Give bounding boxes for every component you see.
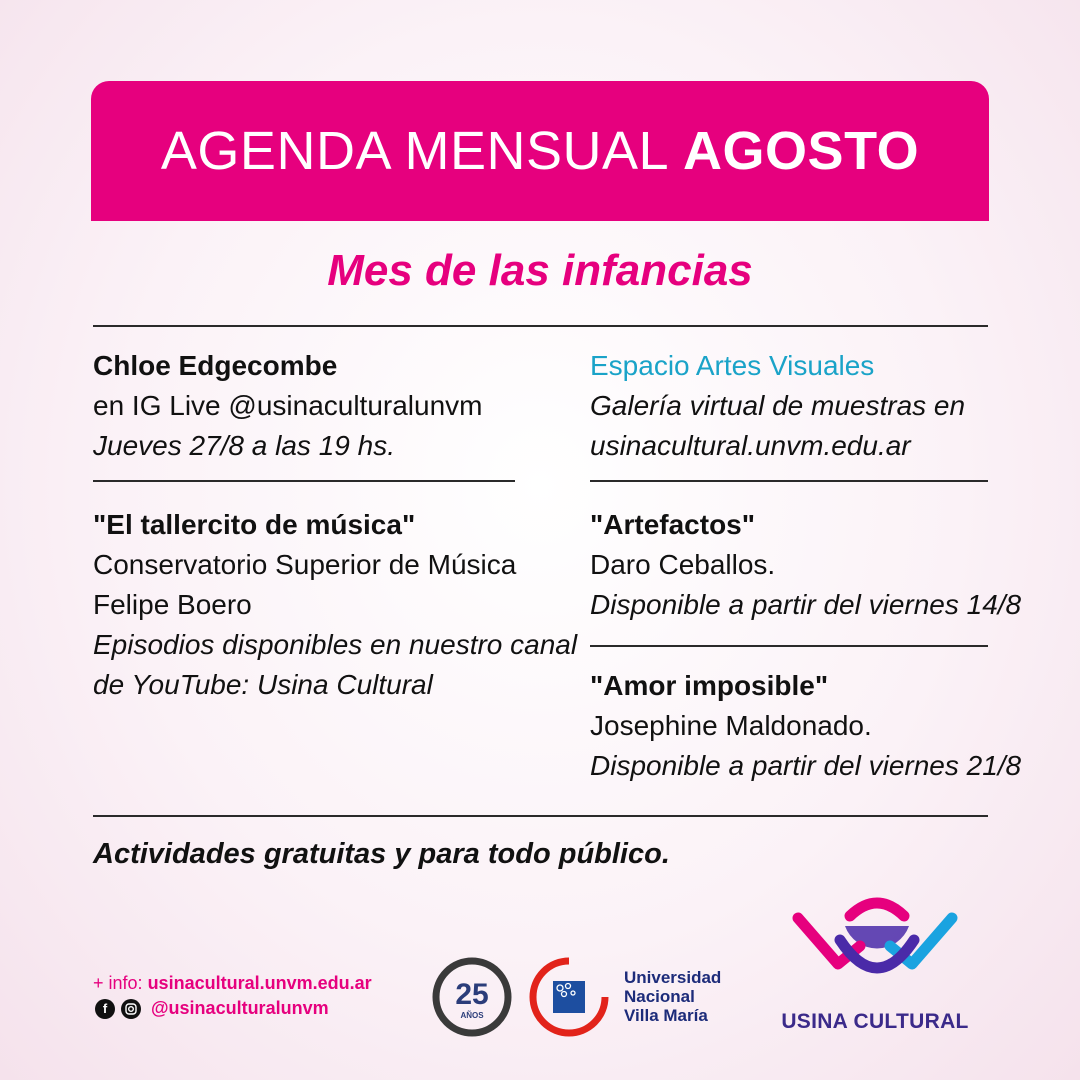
event-note: Episodios disponibles en nuestro canal (93, 629, 578, 660)
space-artes-visuales (590, 346, 965, 466)
university-line: Villa María (624, 1006, 708, 1025)
footer-info (93, 973, 372, 994)
university-logo-icon (527, 955, 611, 1044)
event-detail: Josephine Maldonado. (590, 710, 872, 741)
divider-right-1 (590, 480, 988, 482)
info-prefix: + info: (93, 973, 143, 993)
facebook-icon[interactable]: f (95, 999, 115, 1019)
event-detail: Daro Ceballos. (590, 549, 776, 580)
anniversary-logo (430, 955, 514, 1044)
social-links (95, 998, 329, 1019)
divider-left-1 (93, 480, 515, 482)
divider-top (93, 325, 988, 327)
university-line: Nacional (624, 987, 695, 1006)
space-title: Espacio Artes Visuales (590, 350, 875, 381)
event-note: de YouTube: Usina Cultural (93, 669, 433, 700)
usina-cultural-logo-icon (790, 888, 960, 1013)
page-subtitle: Mes de las infancias (327, 246, 753, 295)
title-light: AGENDA MENSUAL (160, 121, 670, 181)
event-title: Chloe Edgecombe (93, 350, 338, 381)
event-title: "El tallercito de música" (93, 509, 416, 540)
divider-bottom (93, 815, 988, 817)
event-date: Disponible a partir del viernes 14/8 (590, 589, 1022, 620)
brand-name: USINA CULTURAL (781, 1010, 969, 1033)
anniversary-label: AÑOS (460, 1011, 484, 1020)
university-name (624, 968, 721, 1025)
event-title: "Artefactos" (590, 509, 756, 540)
title-month: AGOSTO (683, 121, 920, 181)
info-link[interactable]: usinacultural.unvm.edu.ar (147, 973, 372, 993)
event-detail: Felipe Boero (93, 589, 252, 620)
event-artefactos (590, 505, 1021, 625)
divider-right-2 (590, 645, 988, 647)
closing-note: Actividades gratuitas y para todo público. (93, 838, 670, 870)
space-url: usinacultural.unvm.edu.ar (590, 430, 911, 461)
event-detail: Conservatorio Superior de Música (93, 549, 517, 580)
instagram-icon[interactable] (121, 999, 141, 1019)
event-tallercito (93, 505, 577, 705)
social-handle[interactable]: @usinaculturalunvm (151, 998, 329, 1018)
event-detail: en IG Live @usinaculturalunvm (93, 390, 483, 421)
header-banner (91, 81, 989, 221)
space-detail: Galería virtual de muestras en (590, 390, 966, 421)
event-date: Jueves 27/8 a las 19 hs. (93, 430, 395, 461)
event-amor-imposible (590, 666, 1021, 786)
event-title: "Amor imposible" (590, 670, 829, 701)
university-line: Universidad (624, 968, 722, 987)
event-chloe (93, 346, 483, 466)
anniversary-number: 25 (455, 978, 489, 1011)
event-date: Disponible a partir del viernes 21/8 (590, 750, 1022, 781)
